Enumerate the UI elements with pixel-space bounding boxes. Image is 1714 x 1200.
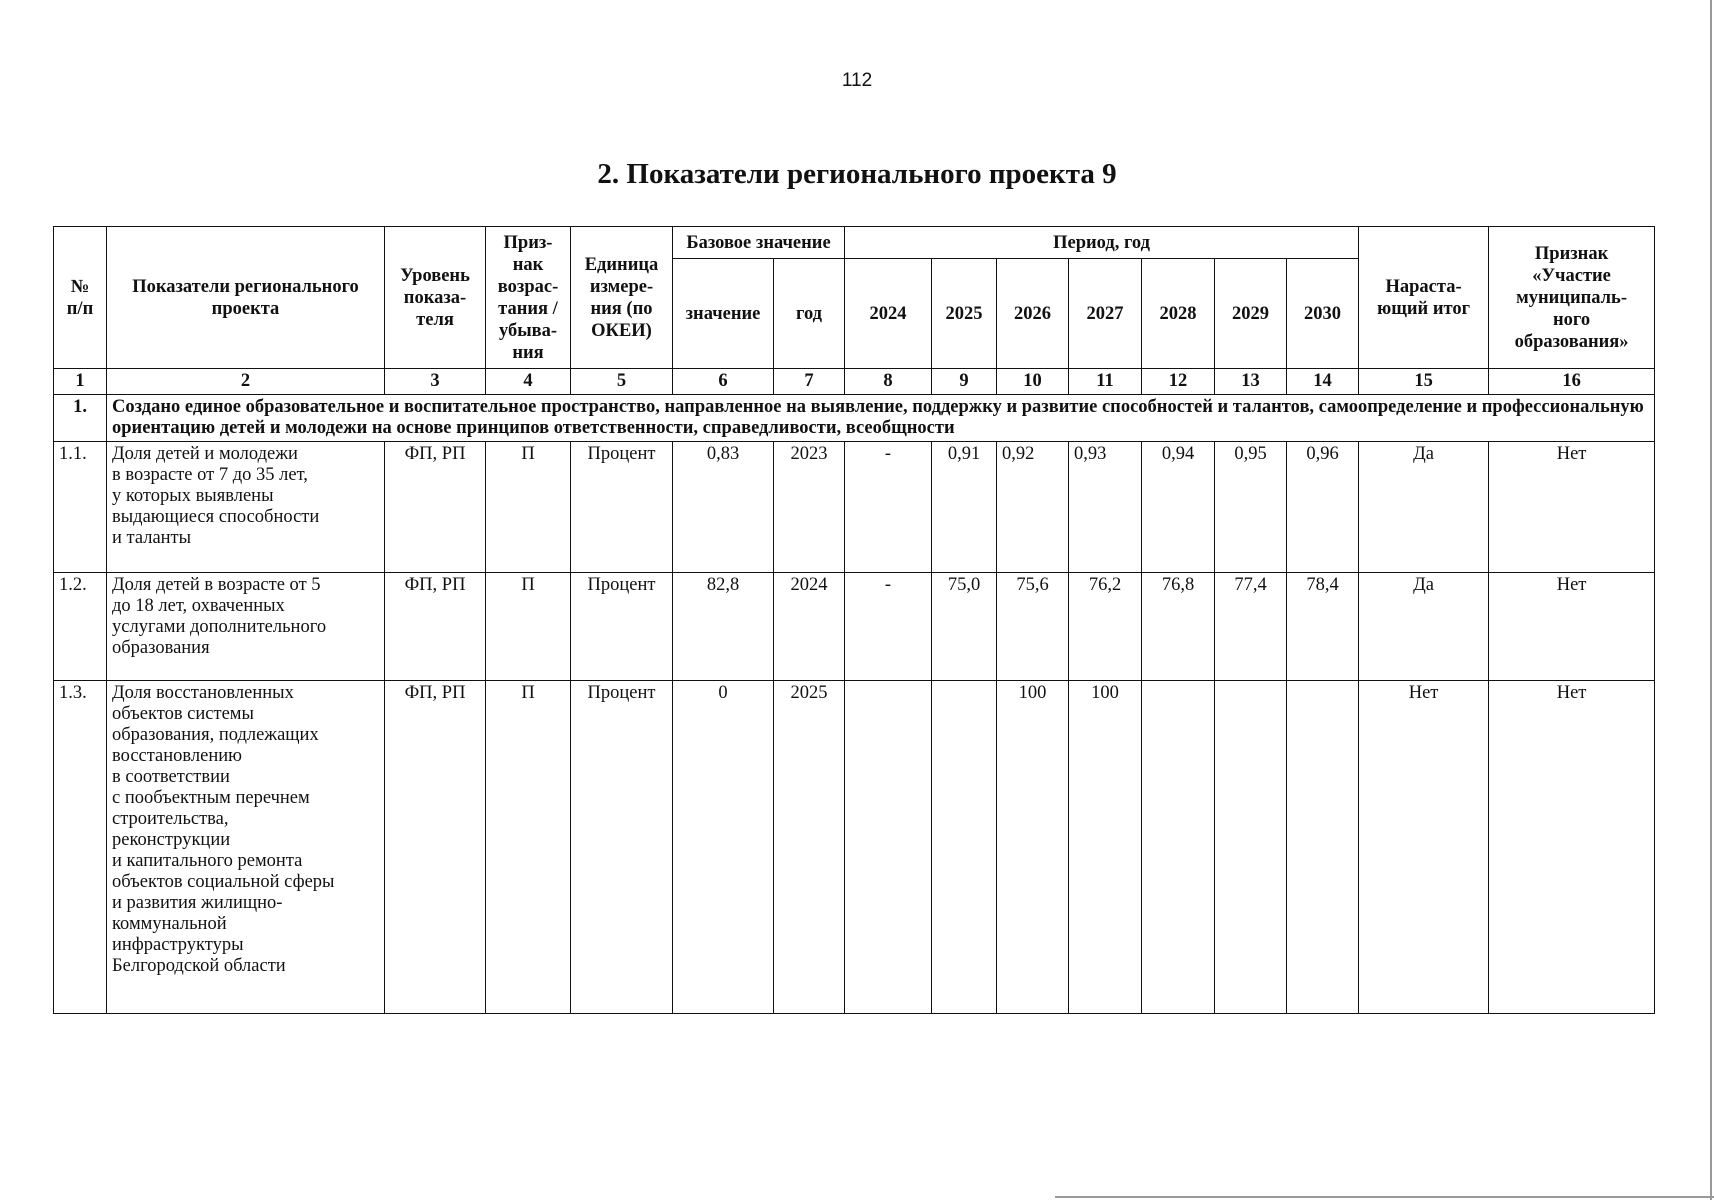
table-row <box>54 573 1655 681</box>
header-base-group: Базовое значение <box>673 227 845 259</box>
page-number: 112 <box>841 70 873 91</box>
indicator-sign: П <box>486 573 571 681</box>
year-value <box>932 681 997 1014</box>
year-value: 0,93 <box>1069 442 1142 573</box>
header-level: Уровень показа- теля <box>385 227 486 369</box>
header-unit: Единица измере- ния (по ОКЕИ) <box>571 227 673 369</box>
column-number: 5 <box>571 369 673 395</box>
column-number-row <box>54 369 1655 395</box>
indicator-sign: П <box>486 681 571 1014</box>
header-year: 2028 <box>1142 259 1215 369</box>
column-number: 12 <box>1142 369 1215 395</box>
year-value: 78,4 <box>1287 573 1359 681</box>
column-number: 1 <box>54 369 107 395</box>
indicator-sign: П <box>486 442 571 573</box>
section-title: Создано единое образовательное и воспитательное пространство, направленное на выявление, поддержку и развитие способностей и талантов, самоопределение и профессиональную ориентацию детей и молодежи на основе принципов ответственности, справедливости, всеобщности <box>107 395 1655 442</box>
page-title: 2. Показатели регионального проекта 9 <box>597 158 1117 190</box>
indicators-table <box>53 226 1655 1014</box>
indicator-unit: Процент <box>571 442 673 573</box>
header-year: 2027 <box>1069 259 1142 369</box>
year-value: 0,94 <box>1142 442 1215 573</box>
base-year: 2023 <box>774 442 845 573</box>
section-number: 1. <box>54 395 107 442</box>
header-year: 2026 <box>997 259 1069 369</box>
year-value: 76,2 <box>1069 573 1142 681</box>
table-row <box>54 442 1655 573</box>
indicator-unit: Процент <box>571 573 673 681</box>
column-number: 15 <box>1359 369 1489 395</box>
indicator-level: ФП, РП <box>385 681 486 1014</box>
base-value: 82,8 <box>673 573 774 681</box>
year-value: 100 <box>1069 681 1142 1014</box>
indicator-name: Доля детей и молодежи в возрасте от 7 до 35 лет, у которых выявлены выдающиеся способности и таланты <box>107 442 385 573</box>
header-year: 2029 <box>1215 259 1287 369</box>
section-row <box>54 395 1655 442</box>
indicator-name: Доля детей в возрасте от 5 до 18 лет, охваченных услугами дополнительного образования <box>107 573 385 681</box>
base-year: 2025 <box>774 681 845 1014</box>
scan-edge-right <box>1710 0 1712 1200</box>
base-year: 2024 <box>774 573 845 681</box>
year-value: 0,95 <box>1215 442 1287 573</box>
column-number: 2 <box>107 369 385 395</box>
column-number: 11 <box>1069 369 1142 395</box>
row-number: 1.3. <box>54 681 107 1014</box>
header-municipal: Признак «Участие муниципаль- ного образования» <box>1489 227 1655 369</box>
year-value: - <box>845 442 932 573</box>
column-number: 13 <box>1215 369 1287 395</box>
header-year: 2024 <box>845 259 932 369</box>
column-number: 3 <box>385 369 486 395</box>
indicator-level: ФП, РП <box>385 442 486 573</box>
year-value: 77,4 <box>1215 573 1287 681</box>
row-number: 1.1. <box>54 442 107 573</box>
base-value: 0 <box>673 681 774 1014</box>
year-value: 0,91 <box>932 442 997 573</box>
header-sign: Приз- нак возрас- тания / убыва- ния <box>486 227 571 369</box>
row-number: 1.2. <box>54 573 107 681</box>
header-num: № п/п <box>54 227 107 369</box>
column-number: 8 <box>845 369 932 395</box>
column-number: 10 <box>997 369 1069 395</box>
indicator-unit: Процент <box>571 681 673 1014</box>
scan-edge-bottom <box>1055 1196 1714 1198</box>
header-base-value: значение <box>673 259 774 369</box>
municipal-flag: Нет <box>1489 573 1655 681</box>
column-number: 16 <box>1489 369 1655 395</box>
municipal-flag: Нет <box>1489 442 1655 573</box>
cumulative-flag: Нет <box>1359 681 1489 1014</box>
header-base-year: год <box>774 259 845 369</box>
base-value: 0,83 <box>673 442 774 573</box>
year-value: 0,92 <box>997 442 1069 573</box>
column-number: 7 <box>774 369 845 395</box>
year-value <box>1287 681 1359 1014</box>
header-year: 2030 <box>1287 259 1359 369</box>
year-value <box>845 681 932 1014</box>
year-value: 100 <box>997 681 1069 1014</box>
municipal-flag: Нет <box>1489 681 1655 1014</box>
cumulative-flag: Да <box>1359 573 1489 681</box>
header-cumulative: Нараста- ющий итог <box>1359 227 1489 369</box>
year-value: 0,96 <box>1287 442 1359 573</box>
year-value: 76,8 <box>1142 573 1215 681</box>
header-year: 2025 <box>932 259 997 369</box>
header-indicator: Показатели регионального проекта <box>107 227 385 369</box>
indicator-name: Доля восстановленных объектов системы образования, подлежащих восстановлению в соответствии с пообъектным перечнем строительства, реконструкции и капитального ремонта объектов социальной сферы и развития жилищно- коммунальной инфраструктуры Белгородской области <box>107 681 385 1014</box>
year-value: - <box>845 573 932 681</box>
year-value <box>1215 681 1287 1014</box>
column-number: 6 <box>673 369 774 395</box>
year-value: 75,0 <box>932 573 997 681</box>
table-row <box>54 681 1655 1014</box>
header-period-group: Период, год <box>845 227 1359 259</box>
indicator-level: ФП, РП <box>385 573 486 681</box>
column-number: 14 <box>1287 369 1359 395</box>
year-value: 75,6 <box>997 573 1069 681</box>
cumulative-flag: Да <box>1359 442 1489 573</box>
column-number: 9 <box>932 369 997 395</box>
column-number: 4 <box>486 369 571 395</box>
year-value <box>1142 681 1215 1014</box>
